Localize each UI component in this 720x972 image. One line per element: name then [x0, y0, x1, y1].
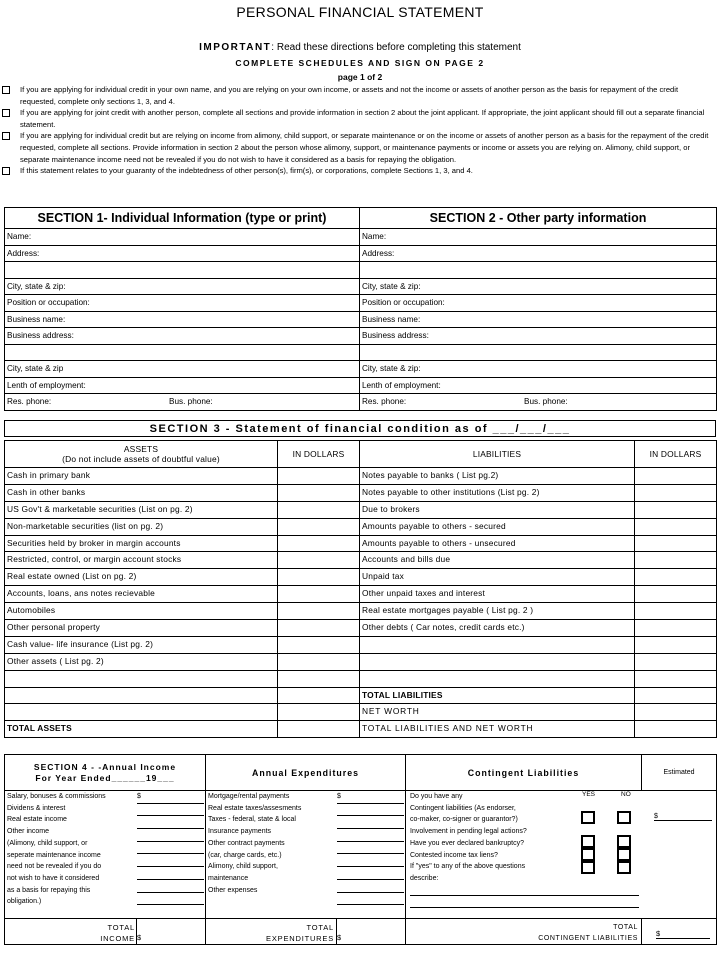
- total-expenditures-field[interactable]: $: [337, 933, 342, 942]
- s1-phone-row[interactable]: [5, 394, 360, 411]
- asset-amount-cell[interactable]: [278, 603, 360, 620]
- asset-amount-cell[interactable]: [278, 721, 360, 738]
- asset-amount-cell[interactable]: [278, 552, 360, 569]
- asset-amount-cell[interactable]: [278, 704, 360, 721]
- tax-liens-yes-checkbox[interactable]: [581, 861, 595, 874]
- s2-address-line2-field[interactable]: [360, 262, 717, 279]
- instruction-item: If this statement relates to your guaranty of the indebtedness of other person(s), firm(s), or corporations, complete Sections 1, 3, and 4.: [0, 165, 716, 177]
- s1-address-field[interactable]: Address:: [5, 245, 360, 262]
- liability-label: [360, 670, 635, 687]
- asset-amount-cell[interactable]: [278, 586, 360, 603]
- section4-title: SECTION 4 - -Annual Income For Year Ended______19___: [5, 755, 206, 791]
- no-label: NO: [621, 791, 631, 798]
- contingent-list: [406, 791, 717, 919]
- asset-label: [5, 670, 278, 687]
- income-note: as a basis for repaying this: [7, 886, 91, 894]
- table-row: [5, 501, 717, 518]
- asset-amount-cell[interactable]: [278, 484, 360, 501]
- asset-label: Other personal property: [5, 620, 278, 637]
- expenditure-item: Alimony, child support,: [208, 863, 278, 871]
- s2-phone-row[interactable]: [360, 394, 717, 411]
- table-row: [5, 484, 717, 501]
- contingent-item: Contested income tax liens?: [410, 851, 498, 859]
- liabilities-in-dollars-header: IN DOLLARS: [635, 441, 717, 468]
- section2-title: SECTION 2 - Other party information: [360, 208, 717, 229]
- asset-amount-cell[interactable]: [278, 569, 360, 586]
- yes-label: YES: [582, 791, 596, 798]
- liability-amount-cell[interactable]: [635, 468, 717, 485]
- liability-amount-cell[interactable]: [635, 704, 717, 721]
- s2-city-field[interactable]: City, state & zip:: [360, 278, 717, 295]
- s1-business-address-line2-field[interactable]: [5, 344, 360, 361]
- liability-label: Notes payable to other institutions (List pg. 2): [360, 484, 635, 501]
- asset-amount-cell[interactable]: [278, 518, 360, 535]
- complete-schedules-notice: COMPLETE SCHEDULES AND SIGN ON PAGE 2: [235, 58, 485, 68]
- asset-label: [5, 704, 278, 721]
- expenditure-item: Mortgage/rental payments: [208, 793, 290, 800]
- s1-employment-length-field[interactable]: Lenth of employment:: [5, 377, 360, 394]
- contingent-no-checkbox[interactable]: [617, 811, 631, 824]
- s2-employment-length-field[interactable]: Lenth of employment:: [360, 377, 717, 394]
- income-item: Real estate income: [7, 816, 67, 824]
- table-row: [5, 687, 717, 704]
- liability-label: Due to brokers: [360, 501, 635, 518]
- contingent-estimate-field[interactable]: $: [654, 813, 712, 821]
- liabilities-header: LIABILITIES: [360, 441, 635, 468]
- section3-title: SECTION 3 - Statement of financial condition as of ___/___/___: [4, 420, 716, 437]
- liability-label: Other unpaid taxes and interest: [360, 586, 635, 603]
- income-list: [5, 791, 206, 919]
- liability-amount-cell[interactable]: [635, 518, 717, 535]
- income-note: seperate maintenance income: [7, 851, 101, 859]
- checkbox-icon: [2, 167, 10, 175]
- page-indicator: page 1 of 2: [337, 72, 383, 82]
- bankruptcy-yes-checkbox[interactable]: [581, 848, 595, 861]
- table-row: [5, 636, 717, 653]
- liability-amount-cell[interactable]: [635, 653, 717, 670]
- income-note: (Alimony, child support, or: [7, 839, 88, 847]
- income-item: Dividens & interest: [7, 804, 66, 812]
- contingent-item: describe:: [410, 874, 439, 882]
- liability-amount-cell[interactable]: [635, 501, 717, 518]
- liability-label: Real estate mortgages payable ( List pg. 2 ): [360, 603, 635, 620]
- asset-label: US Gov't & marketable securities (List on pg. 2): [5, 501, 278, 518]
- income-note: obligation.): [7, 898, 42, 906]
- s2-address-field[interactable]: Address:: [360, 245, 717, 262]
- asset-label: [5, 687, 278, 704]
- liability-label: Notes payable to banks ( List pg.2): [360, 468, 635, 485]
- table-row: [5, 552, 717, 569]
- estimated-header: Estimated: [642, 755, 717, 791]
- page-title: PERSONAL FINANCIAL STATEMENT: [236, 4, 484, 20]
- table-row: [5, 569, 717, 586]
- s2-name-field[interactable]: Name:: [360, 229, 717, 246]
- section4-table: [4, 754, 717, 945]
- liability-label: [360, 636, 635, 653]
- table-row: [5, 704, 717, 721]
- total-contingent-row: TOTAL CONTINGENT LIABILITIES: [406, 919, 642, 945]
- legal-no-checkbox[interactable]: [617, 835, 631, 848]
- section1-title: SECTION 1- Individual Information (type or print): [5, 208, 360, 229]
- liability-amount-cell[interactable]: [635, 484, 717, 501]
- assets-in-dollars-header: IN DOLLARS: [278, 441, 360, 468]
- liability-amount-cell[interactable]: [635, 552, 717, 569]
- table-row: [5, 721, 717, 738]
- annual-expenditures-header: Annual Expenditures: [206, 755, 406, 791]
- assets-header: ASSETS (Do not include assets of doubtful value): [5, 441, 278, 468]
- contingent-yes-checkbox[interactable]: [581, 811, 595, 824]
- s2-business-name-field[interactable]: Business name:: [360, 311, 717, 328]
- sections-1-2-table: [4, 207, 717, 411]
- contingent-item: co-maker, co-signer or guarantor?): [410, 816, 518, 824]
- contingent-item: Have you ever declared bankruptcy?: [410, 839, 525, 847]
- asset-amount-cell[interactable]: [278, 535, 360, 552]
- table-row: [5, 586, 717, 603]
- expenditure-item: (car, charge cards, etc.): [208, 851, 282, 859]
- s1-bus-phone-label: Bus. phone:: [169, 397, 213, 406]
- checkbox-icon: [2, 132, 10, 140]
- expenditure-item: Taxes - federal, state & local: [208, 816, 296, 824]
- s2-business-address-line2-field[interactable]: [360, 344, 717, 361]
- asset-amount-cell[interactable]: [278, 468, 360, 485]
- liability-label: Unpaid tax: [360, 569, 635, 586]
- total-expenditures-row: TOTAL EXPENDITURES $: [206, 919, 406, 945]
- asset-label: Non-marketable securities (list on pg. 2): [5, 518, 278, 535]
- expenditure-item: Insurance payments: [208, 828, 272, 836]
- table-row: [5, 518, 717, 535]
- liability-label: NET WORTH: [360, 704, 635, 721]
- important-label: IMPORTANT: [199, 42, 272, 53]
- asset-amount-cell[interactable]: [278, 636, 360, 653]
- table-row: [5, 670, 717, 687]
- contingent-liabilities-header: Contingent Liabilities: [406, 755, 642, 791]
- important-text: : Read these directions before completing this statement: [271, 42, 521, 53]
- contingent-item: If "yes" to any of the above questions: [410, 863, 526, 871]
- s1-business-address-field[interactable]: Business address:: [5, 328, 360, 345]
- liability-label: TOTAL LIABILITIES: [360, 687, 635, 704]
- table-row: [5, 620, 717, 637]
- s1-name-field[interactable]: Name:: [5, 229, 360, 246]
- asset-amount-cell[interactable]: [278, 653, 360, 670]
- asset-amount-cell[interactable]: [278, 620, 360, 637]
- asset-label: Cash in other banks: [5, 484, 278, 501]
- liability-amount-cell[interactable]: [635, 687, 717, 704]
- asset-label: Cash in primary bank: [5, 468, 278, 485]
- asset-label: TOTAL ASSETS: [5, 721, 278, 738]
- asset-label: Restricted, control, or margin account stocks: [5, 552, 278, 569]
- total-contingent-field[interactable]: $: [642, 919, 717, 945]
- tax-liens-no-checkbox[interactable]: [617, 861, 631, 874]
- s1-occupation-field[interactable]: Position or occupation:: [5, 295, 360, 312]
- legal-yes-checkbox[interactable]: [581, 835, 595, 848]
- liability-amount-cell[interactable]: [635, 636, 717, 653]
- asset-amount-cell[interactable]: [278, 687, 360, 704]
- liability-amount-cell[interactable]: [635, 670, 717, 687]
- table-row: [5, 468, 717, 485]
- liability-amount-cell[interactable]: [635, 620, 717, 637]
- table-row: [5, 603, 717, 620]
- s1-city-field[interactable]: City, state & zip:: [5, 278, 360, 295]
- income-amount-column[interactable]: [137, 791, 204, 905]
- instructions-list: [0, 84, 716, 177]
- asset-label: Accounts, loans, ans notes recievable: [5, 586, 278, 603]
- instruction-item: If you are applying for individual credit in your own name, and you are relying on your own income, or assets and not the income or assets of another person as the basis for repayment of the credit requested, complete only sections 1, 3, and 4.: [0, 84, 716, 107]
- table-row: [5, 535, 717, 552]
- s2-bus-phone-label: Bus. phone:: [524, 397, 568, 406]
- s2-occupation-field[interactable]: Position or occupation:: [360, 295, 717, 312]
- liability-label: Amounts payable to others - unsecured: [360, 535, 635, 552]
- describe-line[interactable]: [410, 907, 639, 908]
- expenditure-amount-column[interactable]: $: [337, 791, 404, 905]
- income-note: not wish to have it considered: [7, 874, 100, 882]
- income-item: Other income: [7, 828, 50, 836]
- liability-label: Accounts and bills due: [360, 552, 635, 569]
- liability-amount-cell[interactable]: [635, 535, 717, 552]
- asset-label: Cash value- life insurance (List pg. 2): [5, 636, 278, 653]
- expenditure-list: [206, 791, 406, 919]
- instruction-item: If you are applying for individual credit but are relying on income from alimony, child support, or separate maintenance or on the income or assets of another person as a basis for the repayment of the credit requested, complete all sections. Provide information in section 2 about the person whose alimony, support, or maintenance payments or income or assets you are relying on. Alimony, child support, or separate maintenance income need not be revealed if you do not wish to have it considered as a basis for repaying the obligation.: [0, 130, 716, 165]
- s1-address-line2-field[interactable]: [5, 262, 360, 279]
- income-amount-line[interactable]: $: [137, 791, 204, 804]
- s2-business-address-field[interactable]: Business address:: [360, 328, 717, 345]
- asset-label: Other assets ( List pg. 2): [5, 653, 278, 670]
- contingent-item: Do you have any: [410, 793, 463, 800]
- liability-label: [360, 653, 635, 670]
- instruction-item: If you are applying for joint credit with another person, complete all sections and provide information in section 2 about the joint applicant. If appropriate, the joint applicant should fill out a separate financial statement.: [0, 107, 716, 130]
- income-note: need not be revealed if you do: [7, 863, 102, 871]
- expenditure-item: Real estate taxes/assesments: [208, 804, 302, 812]
- describe-line[interactable]: [410, 895, 639, 896]
- table-row: [5, 653, 717, 670]
- expenditure-item: Other contract payments: [208, 839, 285, 847]
- expenditure-item: Other expenses: [208, 886, 258, 894]
- asset-amount-cell[interactable]: [278, 501, 360, 518]
- asset-amount-cell[interactable]: [278, 670, 360, 687]
- contingent-item: Contingent liabilities (As endorser,: [410, 804, 516, 812]
- s2-res-phone-label: Res. phone:: [362, 397, 407, 406]
- total-income-row: TOTAL INCOME $: [5, 919, 206, 945]
- liability-amount-cell[interactable]: [635, 603, 717, 620]
- liability-amount-cell[interactable]: [635, 721, 717, 738]
- asset-label: Securities held by broker in margin accounts: [5, 535, 278, 552]
- liability-label: Amounts payable to others - secured: [360, 518, 635, 535]
- bankruptcy-no-checkbox[interactable]: [617, 848, 631, 861]
- liability-amount-cell[interactable]: [635, 586, 717, 603]
- s1-business-city-field[interactable]: City, state & zip: [5, 361, 360, 378]
- liability-amount-cell[interactable]: [635, 569, 717, 586]
- section3-table: [4, 440, 717, 738]
- s1-res-phone-label: Res. phone:: [7, 397, 52, 406]
- contingent-item: Involvement in pending legal actions?: [410, 828, 527, 836]
- asset-label: Real estate owned (List on pg. 2): [5, 569, 278, 586]
- checkbox-icon: [2, 109, 10, 117]
- s1-business-name-field[interactable]: Business name:: [5, 311, 360, 328]
- s2-business-city-field[interactable]: City, state & zip:: [360, 361, 717, 378]
- important-notice: [0, 42, 720, 53]
- liability-label: Other debts ( Car notes, credit cards etc.): [360, 620, 635, 637]
- total-income-field[interactable]: $: [137, 933, 142, 942]
- expenditure-item: maintenance: [208, 874, 249, 882]
- checkbox-icon: [2, 86, 10, 94]
- asset-label: Automobiles: [5, 603, 278, 620]
- income-item: Salary, bonuses & commissions: [7, 793, 106, 800]
- liability-label: TOTAL LIABILITIES AND NET WORTH: [360, 721, 635, 738]
